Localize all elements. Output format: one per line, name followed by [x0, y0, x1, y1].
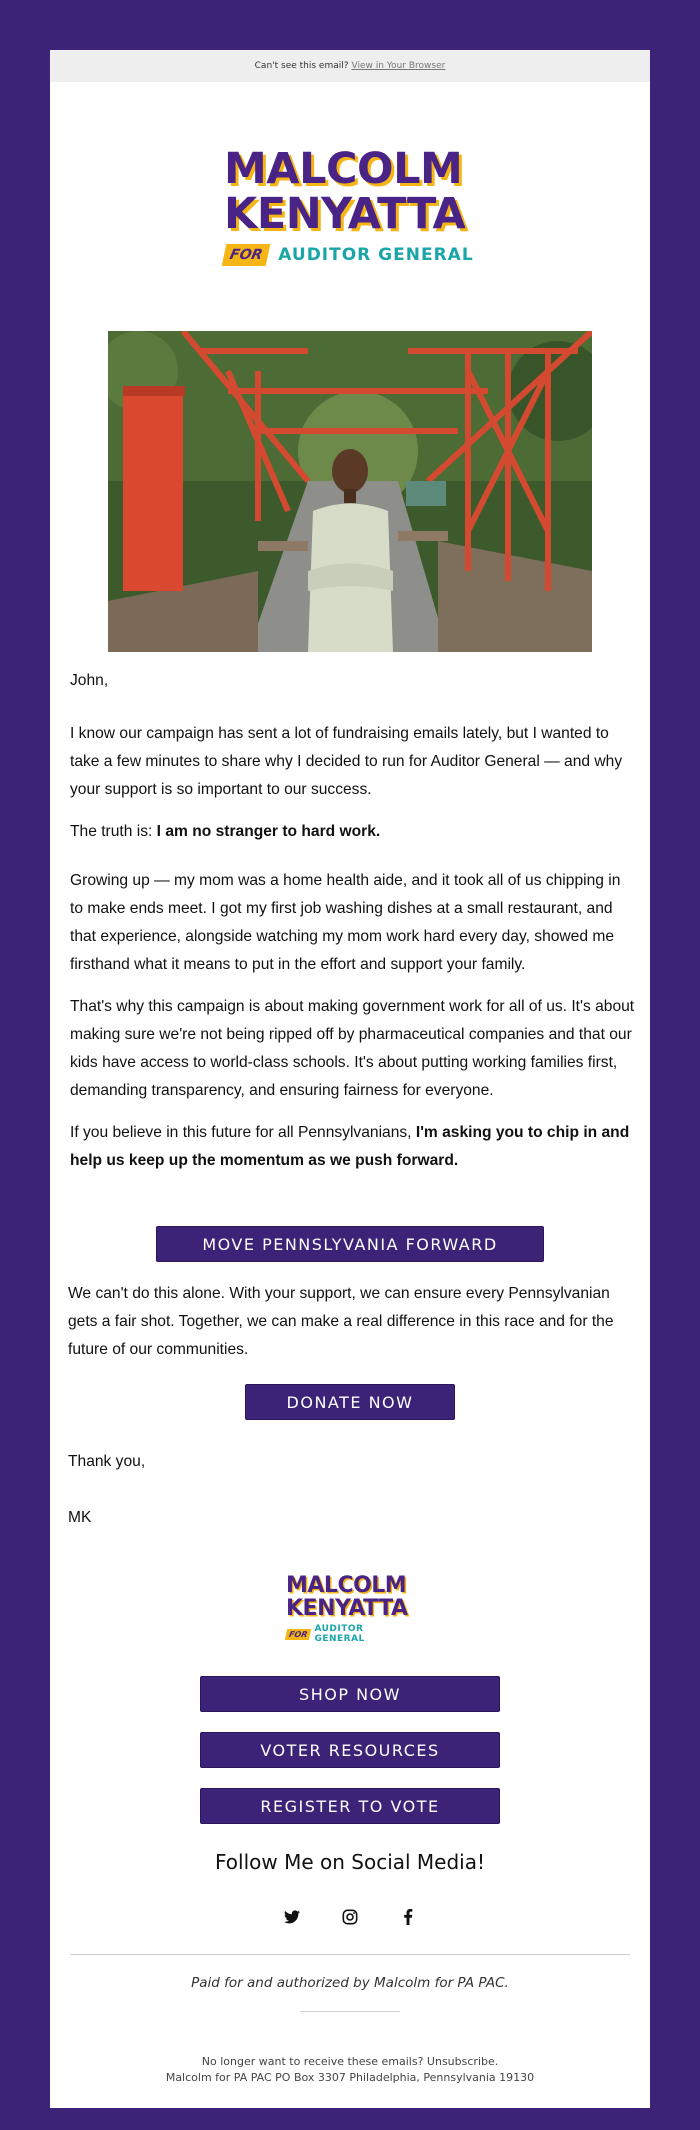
- paragraph-3: [70, 867, 636, 979]
- social-media-heading: Follow Me on Social Media!: [214, 1850, 486, 1874]
- voter-resources-button[interactable]: VOTER RESOURCES: [200, 1732, 500, 1768]
- paid-for-disclaimer: Paid for and authorized by Malcolm for PA PAC.: [191, 1975, 509, 1991]
- social-icons: [50, 1908, 650, 1926]
- register-to-vote-button[interactable]: REGISTER TO VOTE: [200, 1788, 500, 1824]
- facebook-icon[interactable]: [399, 1908, 417, 1926]
- view-in-browser-link[interactable]: View in Your Browser: [351, 61, 446, 71]
- footer: [50, 2054, 650, 2086]
- footer-divider: [70, 1954, 630, 1955]
- twitter-icon[interactable]: [283, 1908, 301, 1926]
- short-divider: [300, 2011, 400, 2012]
- closing-text: Thank you,: [68, 1453, 146, 1470]
- donate-now-button[interactable]: DONATE NOW: [245, 1384, 455, 1420]
- paragraph-2: [70, 818, 636, 846]
- cant-see-text: Can't see this email?: [254, 61, 349, 71]
- paragraph-2-bold: I am no stranger to hard work.: [156, 823, 381, 840]
- candidate-photo: [108, 331, 592, 652]
- email-card: [50, 50, 650, 2108]
- footer-logo-first-name: MALCOLM: [286, 1573, 407, 1598]
- paragraph-6: [68, 1280, 634, 1364]
- footer-logo-office: AUDITOR GENERAL: [314, 1624, 365, 1644]
- logo-for-badge: FOR: [222, 244, 271, 266]
- paragraph-5-lead: If you believe in this future for all Pennsylvanians,: [70, 1124, 416, 1141]
- logo-office: AUDITOR GENERAL: [278, 245, 474, 265]
- campaign-logo: [224, 144, 478, 266]
- greeting-text: John,: [70, 672, 109, 689]
- paragraph-2-lead: The truth is:: [70, 823, 157, 840]
- signature: [68, 1504, 634, 1532]
- paragraph-1-text: I know our campaign has sent a lot of fundraising emails lately, but I wanted to take a few minutes to share why I decided to run for Auditor General — and why your support is so important to our success.: [70, 725, 623, 798]
- closing: [68, 1448, 634, 1476]
- instagram-icon[interactable]: [341, 1908, 359, 1926]
- paragraph-4-text: That's why this campaign is about making government work for all of us. It's about making sure we're not being ripped off by pharmaceutical companies and that our kids have access to world-class schools. It's about putting working families first, demanding transparency, and ensuring fairness for everyone.: [70, 998, 635, 1099]
- paragraph-5: [70, 1119, 636, 1175]
- logo-last-name: KENYATTA: [224, 189, 466, 239]
- mailing-address: Malcolm for PA PAC PO Box 3307 Philadelphia, Pennsylvania 19130: [165, 2071, 535, 2084]
- move-pennsylvania-forward-button[interactable]: MOVE PENNSLYVANIA FORWARD: [156, 1226, 544, 1262]
- paragraph-3-text: Growing up — my mom was a home health aide, and it took all of us chipping in to make ends meet. I got my first job washing dishes at a small restaurant, and that experience, alongside watching my mom work hard every day, showed me firsthand what it means to put in the effort and support your family.: [70, 872, 621, 973]
- footer-logo-for-badge: FOR: [285, 1629, 312, 1640]
- paragraph-4: [70, 993, 636, 1105]
- greeting: [70, 667, 636, 695]
- signature-text: MK: [68, 1509, 92, 1526]
- unsubscribe-text[interactable]: No longer want to receive these emails? Unsubscribe.: [201, 2055, 499, 2068]
- paragraph-6-text: We can't do this alone. With your support, we can ensure every Pennsylvanian gets a fair shot. Together, we can make a real difference in this race and for the future of our communities.: [68, 1285, 614, 1358]
- footer-logo: [286, 1573, 414, 1644]
- logo-first-name: MALCOLM: [224, 144, 463, 194]
- paragraph-1: [70, 720, 636, 804]
- paragraph-5-bold: I'm asking you to chip in and help us keep up the momentum as we push forward.: [70, 1124, 630, 1169]
- view-in-browser-bar: [50, 50, 650, 82]
- shop-now-button[interactable]: SHOP NOW: [200, 1676, 500, 1712]
- footer-logo-last-name: KENYATTA: [286, 1596, 408, 1621]
